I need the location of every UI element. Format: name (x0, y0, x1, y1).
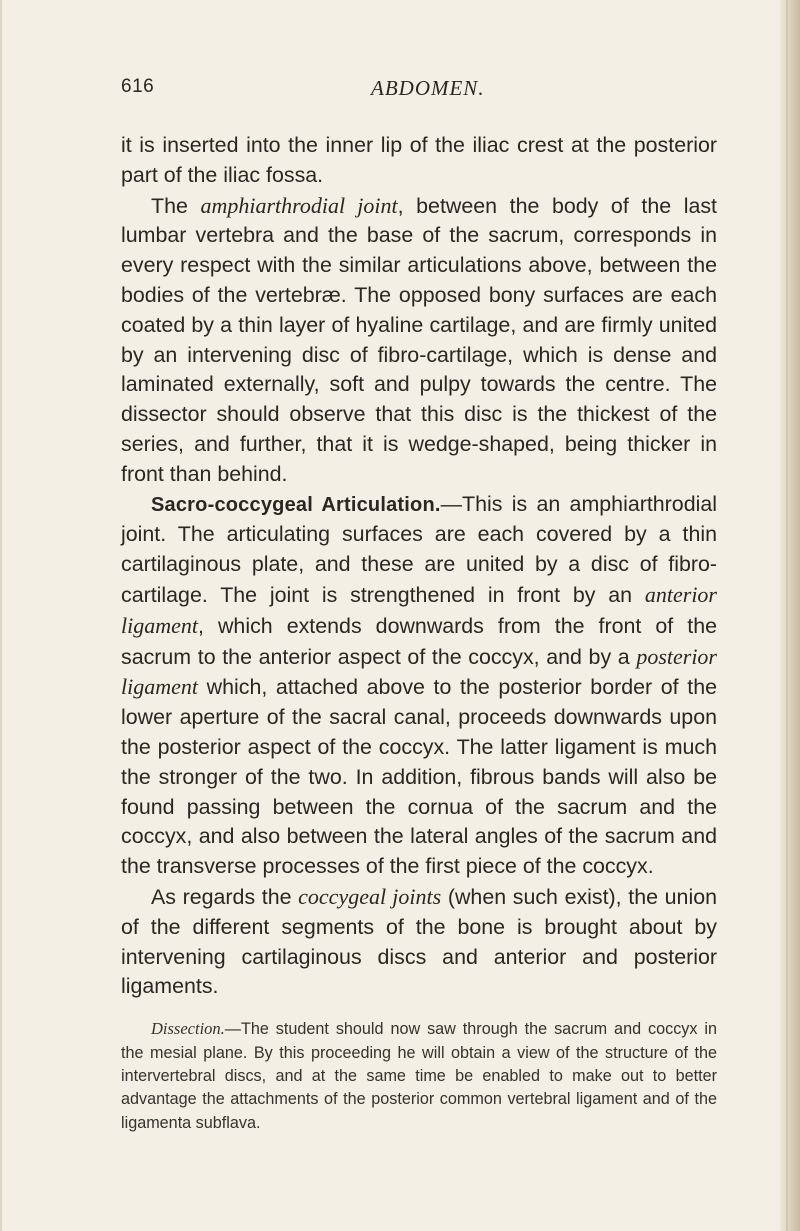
note-label-dissection: Dissection. (151, 1019, 225, 1039)
paragraph-text: The (151, 193, 201, 218)
italic-term-anterior-ligament: anterior ligament (121, 581, 717, 638)
paragraph-text: (when such exist), the union of the different segments of the bone is brought about by intervening cartilaginous discs and anterior and posterior ligaments. (121, 884, 717, 999)
paragraph-amphiarthrodial-joint (121, 191, 717, 490)
paragraph-iliac-crest (121, 131, 717, 191)
italic-term-amphiarthrodial-joint: amphiarthrodial joint (200, 192, 398, 218)
section-heading-sacro-coccygeal: Sacro-coccygeal Articulation. (151, 493, 441, 516)
book-spine-shadow (780, 0, 800, 1231)
page-number: 616 (121, 76, 155, 97)
paragraph-text: , between the body of the last lumbar vertebra and the base of the sacrum, corresponds in every respect with the similar articulations above, between the bodies of the vertebræ. The opposed bony surfaces are each coated by a thin layer of hyaline cartilage, and are firmly united by an intervening disc of fibro-cartilage, which is dense and laminated externally, soft and pulpy towards the centre. The dissector should observe that this disc is the thickest of the series, and further, that it is wedge-shaped, being thicker in front than behind. (121, 193, 717, 486)
running-head: ABDOMEN. (371, 76, 485, 100)
italic-term-coccygeal-joints: coccygeal joints (298, 883, 442, 909)
paragraph-sacro-coccygeal (121, 490, 717, 882)
paragraph-text: —This is an amphiarthrodial joint. The articulating surfaces are each covered by a thin cartilaginous plate, and these are united by a disc of fibro-cartilage. The joint is strengthened in front by an (121, 491, 717, 607)
paragraph-coccygeal-joints (121, 882, 717, 1002)
dissection-note (121, 1017, 717, 1135)
page-left-edge (0, 0, 2, 1231)
italic-term-posterior-ligament: posterior ligament (121, 643, 717, 700)
spine-fold-line (786, 0, 788, 1231)
page-header (121, 76, 711, 104)
note-text: —The student should now saw through the sacrum and coccyx in the mesial plane. By this proceeding he will obtain a view of the structure of the intervertebral discs, and at the same time be enabled to make out to better advantage the attachments of the posterior common vertebral ligament and of the ligamenta subflava. (121, 1020, 717, 1132)
paragraph-text: As regards the (151, 884, 299, 909)
paragraph-text: , which extends downwards from the front of the sacrum to the anterior aspect of the coccyx, and by a (121, 613, 717, 669)
paragraph-text: which, attached above to the posterior border of the lower aperture of the sacral canal, proceeds downwards upon the posterior aspect of the coccyx. The latter ligament is much the stronger of the two. In addition, fibrous bands will also be found passing between the cornua of the sacrum and the coccyx, and also between the lateral angles of the sacrum and the transverse processes of the first piece of the coccyx. (121, 675, 717, 879)
paragraph-text: it is inserted into the inner lip of the iliac crest at the posterior part of the iliac fossa. (121, 133, 717, 187)
page-body (121, 131, 717, 1135)
